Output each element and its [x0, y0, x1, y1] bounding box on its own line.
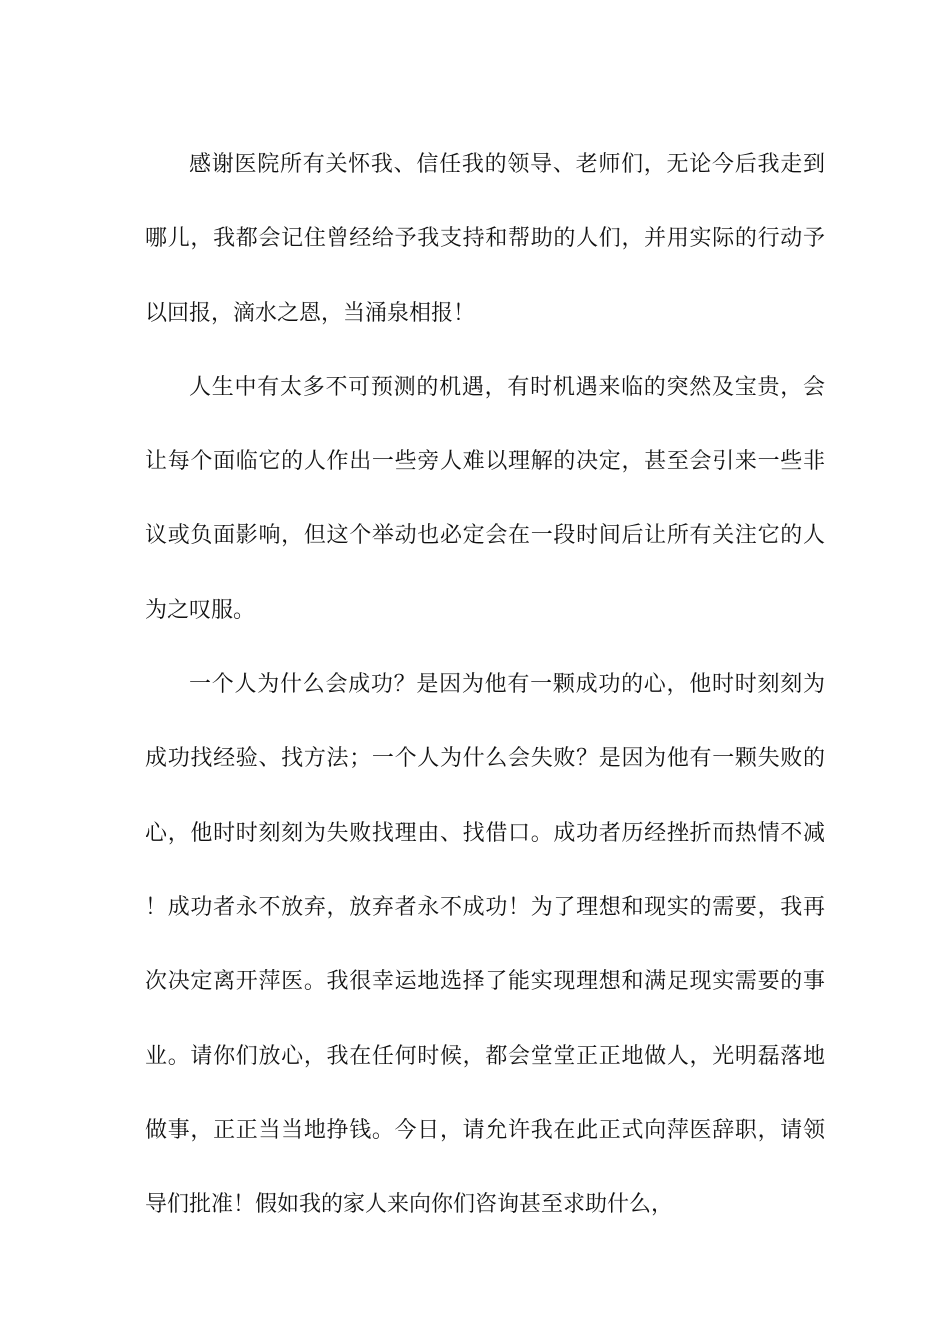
paragraph-3: 一个人为什么会成功？是因为他有一颗成功的心，他时时刻刻为成功找经验、找方法；一个人为什么会失败？是因为他有一颗失败的心，他时时刻刻为失败找理由、找借口。成功者历经挫折而热情不减！成功者永不放弃，放弃者永不成功！为了理想和现实的需要，我再次决定离开萍医。我很幸运地选择了能实现理想和满足现实需要的事业。请你们放心，我在任何时候，都会堂堂正正地做人，光明磊落地做事，正正当当地挣钱。今日，请允许我在此正式向萍医辞职，请领导们批准！假如我的家人来向你们咨询甚至求助什么，: [145, 672, 825, 1218]
document-body: [145, 128, 825, 1242]
paragraph-1: 感谢医院所有关怀我、信任我的领导、老师们，无论今后我走到哪儿，我都会记住曾经给予我支持和帮助的人们，并用实际的行动予以回报，滴水之恩，当涌泉相报！: [145, 152, 825, 326]
paragraph-2: 人生中有太多不可预测的机遇，有时机遇来临的突然及宝贵，会让每个面临它的人作出一些旁人难以理解的决定，甚至会引来一些非议或负面影响，但这个举动也必定会在一段时间后让所有关注它的人为之叹服。: [145, 374, 825, 623]
